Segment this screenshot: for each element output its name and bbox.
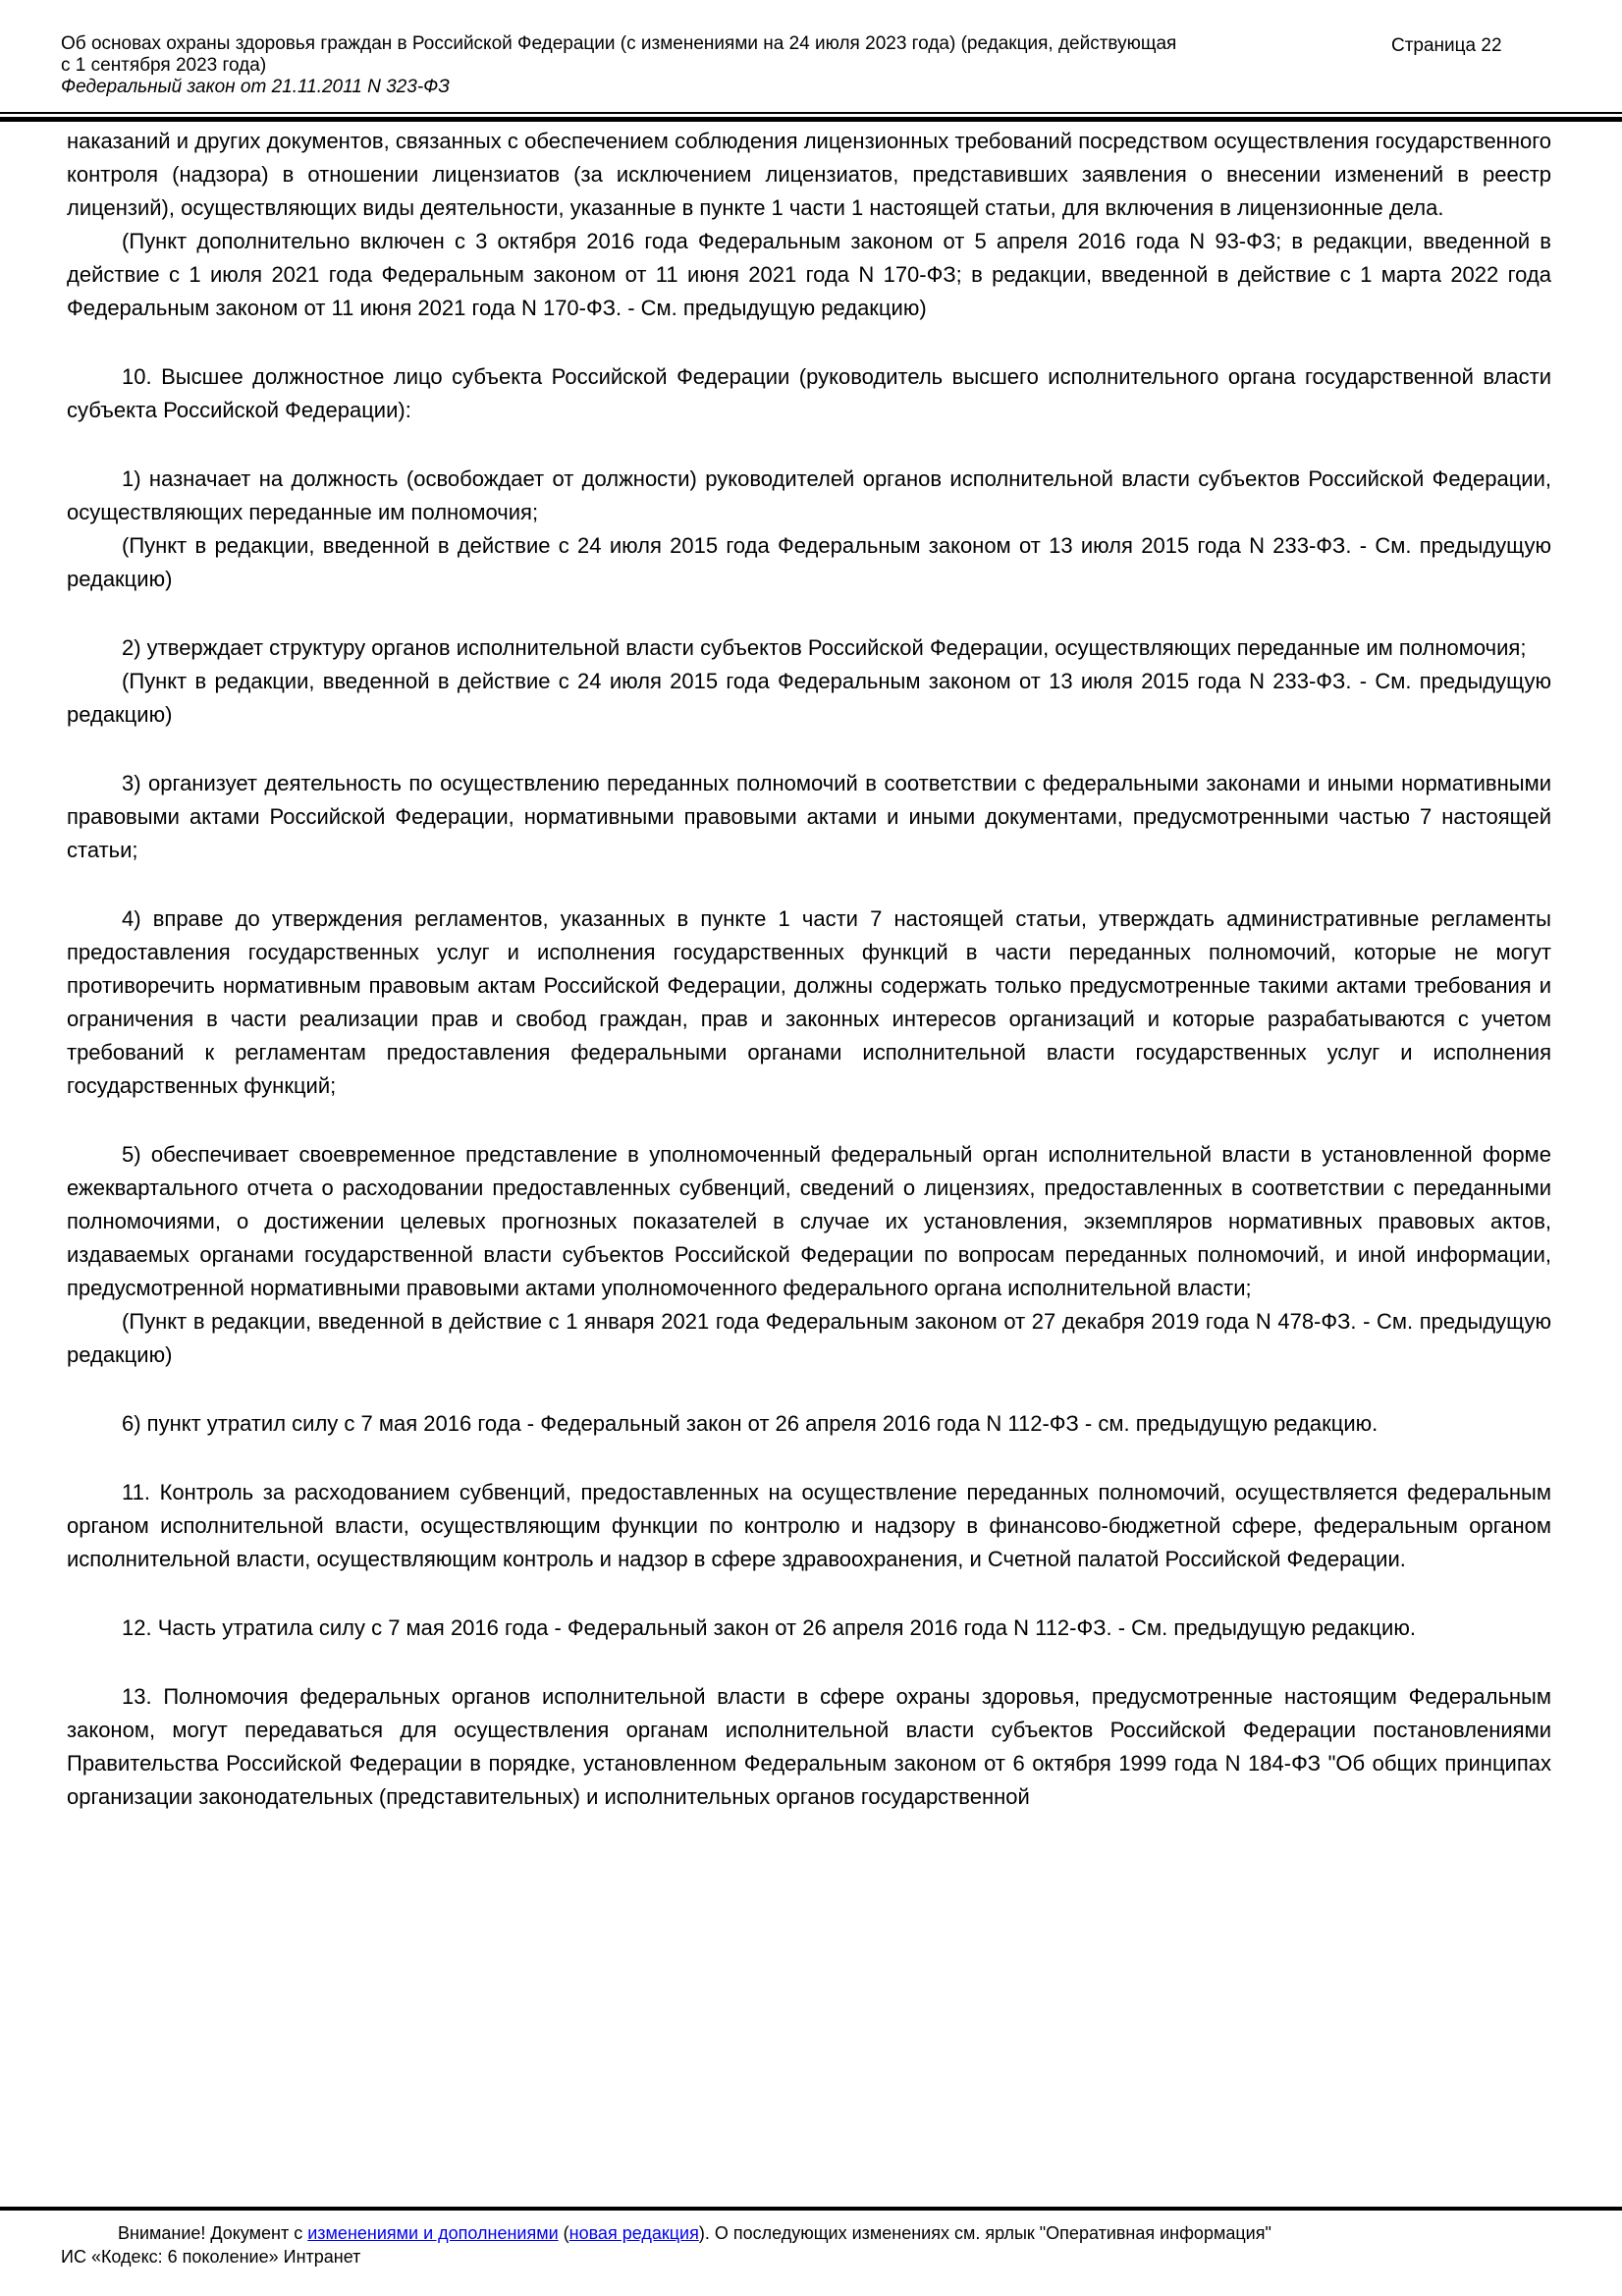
document-paragraph-item-3: 3) организует деятельность по осуществлению переданных полномочий в соответствии с федеральными законами и иными нормативными правовыми актами Российской Федерации, нормативными правовыми актами и иными документами, предусмотренными частью 7 настоящей статьи; xyxy=(67,771,1551,862)
document-paragraph-item-1: 1) назначает на должность (освобождает от должности) руководителей органов исполнительной власти субъектов Российской Федерации, осуществляющих переданные им полномочия; xyxy=(67,466,1551,524)
footer-warning-mid: ( xyxy=(558,2223,569,2243)
document-footer xyxy=(61,2221,1583,2269)
footer-rule xyxy=(0,2207,1622,2211)
document-paragraph-part-10: 10. Высшее должностное лицо субъекта Российской Федерации (руководитель высшего исполнительного органа государственной власти субъекта Российской Федерации): xyxy=(67,364,1551,422)
paragraph-spacer xyxy=(67,1576,1551,1612)
page-number-label: Страница 22 xyxy=(1391,35,1502,56)
paragraph-spacer xyxy=(67,427,1551,463)
paragraph-spacer xyxy=(67,1441,1551,1476)
document-paragraph-note: (Пункт в редакции, введенной в действие с 24 июля 2015 года Федеральным законом от 13 июля 2015 года N 233-ФЗ. - См. предыдущую редакцию) xyxy=(67,533,1551,591)
document-subtitle: Федеральный закон от 21.11.2011 N 323-ФЗ xyxy=(61,77,450,97)
document-paragraph-part-13: 13. Полномочия федеральных органов исполнительной власти в сфере охраны здоровья, предусмотренные настоящим Федеральным законом, могут передаваться для осуществления органам исполнительной власти субъектов Российской Федерации постановлениями Правительства Российской Федерации в порядке, установленном Федеральным законом от 6 октября 1999 года N 184-ФЗ "Об общих принципах организации законодательных (представительных) и исполнительных органов государственной xyxy=(67,1684,1551,1809)
document-paragraph-item-2: 2) утверждает структуру органов исполнительной власти субъектов Российской Федерации, осуществляющих переданные им полномочия; xyxy=(122,635,1527,660)
document-paragraph: наказаний и других документов, связанных с обеспечением соблюдения лицензионных требований посредством осуществления государственного контроля (надзора) в отношении лицензиатов (за исключением лицензиатов, представивших заявления о внесении изменений в реестр лицензий), осуществляющих виды деятельности, указанные в пункте 1 части 1 настоящей статьи, для включения в лицензионные дела. xyxy=(67,129,1551,220)
document-body xyxy=(67,125,1551,2201)
header-rule-thin xyxy=(0,112,1622,114)
paragraph-spacer xyxy=(67,732,1551,767)
footer-warning-suffix: ). О последующих изменениях см. ярлык "Оперативная информация" xyxy=(698,2223,1271,2243)
document-paragraph-part-11: 11. Контроль за расходованием субвенций, предоставленных на осуществление переданных полномочий, осуществляется федеральным органом исполнительной власти, осуществляющим функции по контролю и надзору в финансово-бюджетной сфере, федеральным органом исполнительной власти, осуществляющим контроль и надзор в сфере здравоохранения, и Счетной палатой Российской Федерации. xyxy=(67,1480,1551,1571)
link-amendments[interactable]: изменениями и дополнениями xyxy=(307,2223,559,2243)
paragraph-spacer xyxy=(67,1372,1551,1407)
paragraph-spacer xyxy=(67,867,1551,902)
paragraph-spacer xyxy=(67,596,1551,631)
paragraph-spacer xyxy=(67,325,1551,360)
link-new-edition[interactable]: новая редакция xyxy=(568,2223,699,2243)
paragraph-spacer xyxy=(67,1645,1551,1680)
document-header xyxy=(61,33,1583,98)
document-paragraph-part-12: 12. Часть утратила силу с 7 мая 2016 года - Федеральный закон от 26 апреля 2016 года N 112-ФЗ. - См. предыдущую редакцию. xyxy=(122,1615,1416,1640)
document-title-line2: с 1 сентября 2023 года) xyxy=(61,55,267,76)
paragraph-spacer xyxy=(67,1103,1551,1138)
footer-warning-prefix: Внимание! Документ с xyxy=(118,2223,308,2243)
document-paragraph-note: (Пункт в редакции, введенной в действие с 24 июля 2015 года Федеральным законом от 13 июля 2015 года N 233-ФЗ. - См. предыдущую редакцию) xyxy=(67,669,1551,727)
document-paragraph-item-4: 4) вправе до утверждения регламентов, указанных в пункте 1 части 7 настоящей статьи, утверждать административные регламенты предоставления государственных услуг и исполнения государственных функций в части переданных полномочий, которые не могут противоречить нормативным правовым актам Российской Федерации, должны содержать только предусмотренные такими актами требования и ограничения в части реализации прав и свобод граждан, прав и законных интересов организаций и которые разрабатываются с учетом требований к регламентам предоставления федеральными органами исполнительной власти государственных услуг и исполнения государственных функций; xyxy=(67,906,1551,1098)
document-paragraph-note: (Пункт в редакции, введенной в действие с 1 января 2021 года Федеральным законом от 27 декабря 2019 года N 478-ФЗ. - См. предыдущую редакцию) xyxy=(67,1309,1551,1367)
header-rule-thick xyxy=(0,117,1622,122)
document-paragraph-item-6: 6) пункт утратил силу с 7 мая 2016 года - Федеральный закон от 26 апреля 2016 года N 112-ФЗ - см. предыдущую редакцию. xyxy=(122,1411,1379,1436)
document-paragraph-item-5: 5) обеспечивает своевременное представление в уполномоченный федеральный орган исполнительной власти в установленной форме ежеквартального отчета о расходовании предоставленных субвенций, сведений о лицензиях, предоставленных в соответствии с переданными полномочиями, о достижении целевых прогнозных показателей в случае их установления, экземпляров нормативных правовых актов, издаваемых органами государственной власти субъектов Российской Федерации по вопросам переданных полномочий, и иной информации, предусмотренной нормативными правовыми актами уполномоченного федерального органа исполнительной власти; xyxy=(67,1142,1551,1300)
footer-warning-line xyxy=(61,2221,1583,2245)
footer-system-label: ИС «Кодекс: 6 поколение» Интранет xyxy=(61,2247,361,2267)
document-paragraph-note: (Пункт дополнительно включен с 3 октября 2016 года Федеральным законом от 5 апреля 2016 года N 93-ФЗ; в редакции, введенной в действие с 1 июля 2021 года Федеральным законом от 11 июня 2021 года N 170-ФЗ; в редакции, введенной в действие с 1 марта 2022 года Федеральным законом от 11 июня 2021 года N 170-ФЗ. - См. предыдущую редакцию) xyxy=(67,229,1551,320)
document-title-line1: Об основах охраны здоровья граждан в Российской Федерации (с изменениями на 24 июля 2023 года) (редакция, действующая xyxy=(61,33,1177,54)
